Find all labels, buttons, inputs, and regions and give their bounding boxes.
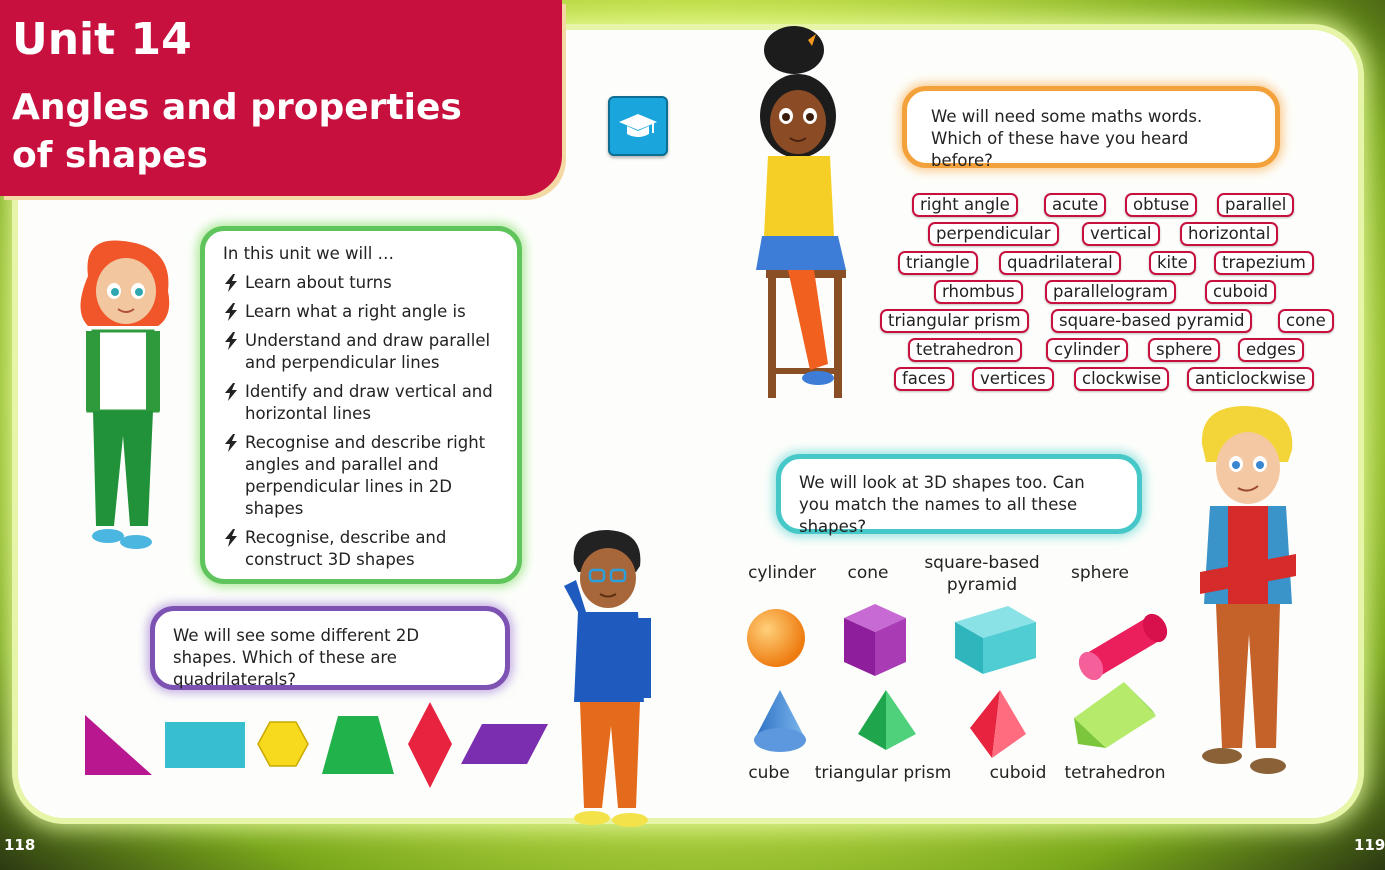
- unit-goal-item: [223, 432, 503, 520]
- sphere-shape: [747, 609, 805, 667]
- shape-name-label: triangular prism: [814, 763, 952, 783]
- maths-word-tag: parallelogram: [1045, 280, 1176, 304]
- square-based-pyramid-shape: [858, 690, 916, 750]
- maths-word-tag: cone: [1278, 309, 1334, 333]
- maths-word-tag: triangle: [898, 251, 978, 275]
- tetrahedron-shape: [970, 690, 1026, 758]
- unit-goal-text: Learn what a right angle is: [245, 302, 466, 321]
- maths-word-tag: perpendicular: [928, 222, 1059, 246]
- lightning-bolt-icon: [223, 332, 239, 350]
- unit-goal-text: Understand and draw parallel and perpendicular lines: [245, 331, 491, 372]
- maths-words-bubble: We will need some maths words. Which of these have you heard before?: [902, 86, 1280, 168]
- maths-word-tag: rhombus: [934, 280, 1023, 304]
- unit-title: Angles and properties of shapes: [12, 87, 462, 176]
- unit-goal-item: [223, 301, 503, 323]
- lightning-bolt-icon: [223, 383, 239, 401]
- maths-word-tag: right angle: [912, 193, 1018, 217]
- unit-label: Unit 14: [12, 14, 192, 65]
- unit-goal-item: [223, 381, 503, 425]
- maths-word-tag: obtuse: [1125, 193, 1197, 217]
- trapezium-shape: [322, 716, 394, 774]
- page-number-right: 119: [1354, 836, 1385, 854]
- maths-word-tag: cylinder: [1046, 338, 1128, 362]
- unit-goal-item: [223, 272, 503, 294]
- unit-goal-item: [223, 330, 503, 374]
- cube-shape: [844, 604, 906, 676]
- unit-goal-text: Recognise and describe right angles and parallel and perpendicular lines in 2D shapes: [245, 433, 486, 518]
- maths-word-tag: trapezium: [1214, 251, 1314, 275]
- seated-girl-illustration: [748, 24, 860, 400]
- unit-goal-item: [223, 527, 503, 571]
- 2d-shapes-row: [80, 700, 560, 792]
- triangular-prism-shape: [1074, 682, 1156, 748]
- maths-word-tag: parallel: [1217, 193, 1294, 217]
- lightning-bolt-icon: [223, 434, 239, 452]
- girl-orange-hair-illustration: [48, 236, 188, 566]
- maths-word-tag: horizontal: [1180, 222, 1278, 246]
- lightning-bolt-icon: [223, 303, 239, 321]
- unit-goal-text: Identify and draw vertical and horizontal lines: [245, 382, 493, 423]
- 3d-shapes-bubble: We will look at 3D shapes too. Can you match the names to all these shapes?: [776, 454, 1142, 534]
- maths-word-tag: quadrilateral: [999, 251, 1121, 275]
- shape-name-label: cylinder: [748, 563, 816, 583]
- shape-name-label: tetrahedron: [1064, 763, 1166, 783]
- maths-word-tag: acute: [1044, 193, 1106, 217]
- maths-word-tag: cuboid: [1205, 280, 1276, 304]
- 3d-shapes-group: [740, 598, 1170, 764]
- right-triangle-shape: [85, 715, 152, 775]
- maths-word-tag: triangular prism: [880, 309, 1029, 333]
- rectangle-shape: [165, 722, 245, 768]
- shape-name-label: cube: [748, 763, 790, 783]
- maths-word-tag: anticlockwise: [1187, 367, 1314, 391]
- maths-word-tag: square-based pyramid: [1051, 309, 1252, 333]
- maths-word-tag: sphere: [1148, 338, 1220, 362]
- quadrilaterals-bubble: We will see some different 2D shapes. Which of these are quadrilaterals?: [150, 606, 510, 690]
- cone-shape: [754, 690, 806, 752]
- parallelogram-shape: [461, 724, 548, 764]
- lightning-bolt-icon: [223, 529, 239, 547]
- blond-boy-illustration: [1192, 404, 1304, 784]
- cylinder-shape: [1074, 610, 1172, 685]
- maths-word-tag: clockwise: [1074, 367, 1169, 391]
- unit-title-banner: [0, 0, 562, 196]
- unit-goals-heading: In this unit we will …: [223, 244, 395, 263]
- kite-shape: [408, 702, 452, 788]
- maths-word-tag: edges: [1238, 338, 1304, 362]
- maths-word-tag: faces: [894, 367, 954, 391]
- graduation-cap-icon: [618, 111, 658, 141]
- unit-goal-text: Learn about turns: [245, 273, 392, 292]
- boy-with-glasses-illustration: [556, 526, 666, 834]
- page-number-left: 118: [4, 836, 36, 854]
- maths-word-tag: vertical: [1082, 222, 1160, 246]
- shape-name-label: sphere: [1071, 563, 1129, 583]
- unit-goal-text: Recognise, describe and construct 3D shapes: [245, 528, 447, 569]
- maths-word-tag: vertices: [972, 367, 1054, 391]
- shape-name-label: square-based pyramid: [924, 553, 1040, 595]
- hexagon-shape: [258, 722, 308, 766]
- shape-name-label: cuboid: [989, 763, 1047, 783]
- shape-name-label: cone: [847, 563, 889, 583]
- cuboid-shape: [955, 606, 1036, 674]
- maths-word-tag: tetrahedron: [908, 338, 1022, 362]
- lightning-bolt-icon: [223, 274, 239, 292]
- maths-word-tag: kite: [1149, 251, 1196, 275]
- unit-goals-bubble: [200, 226, 522, 584]
- graduation-cap-button[interactable]: [608, 96, 668, 156]
